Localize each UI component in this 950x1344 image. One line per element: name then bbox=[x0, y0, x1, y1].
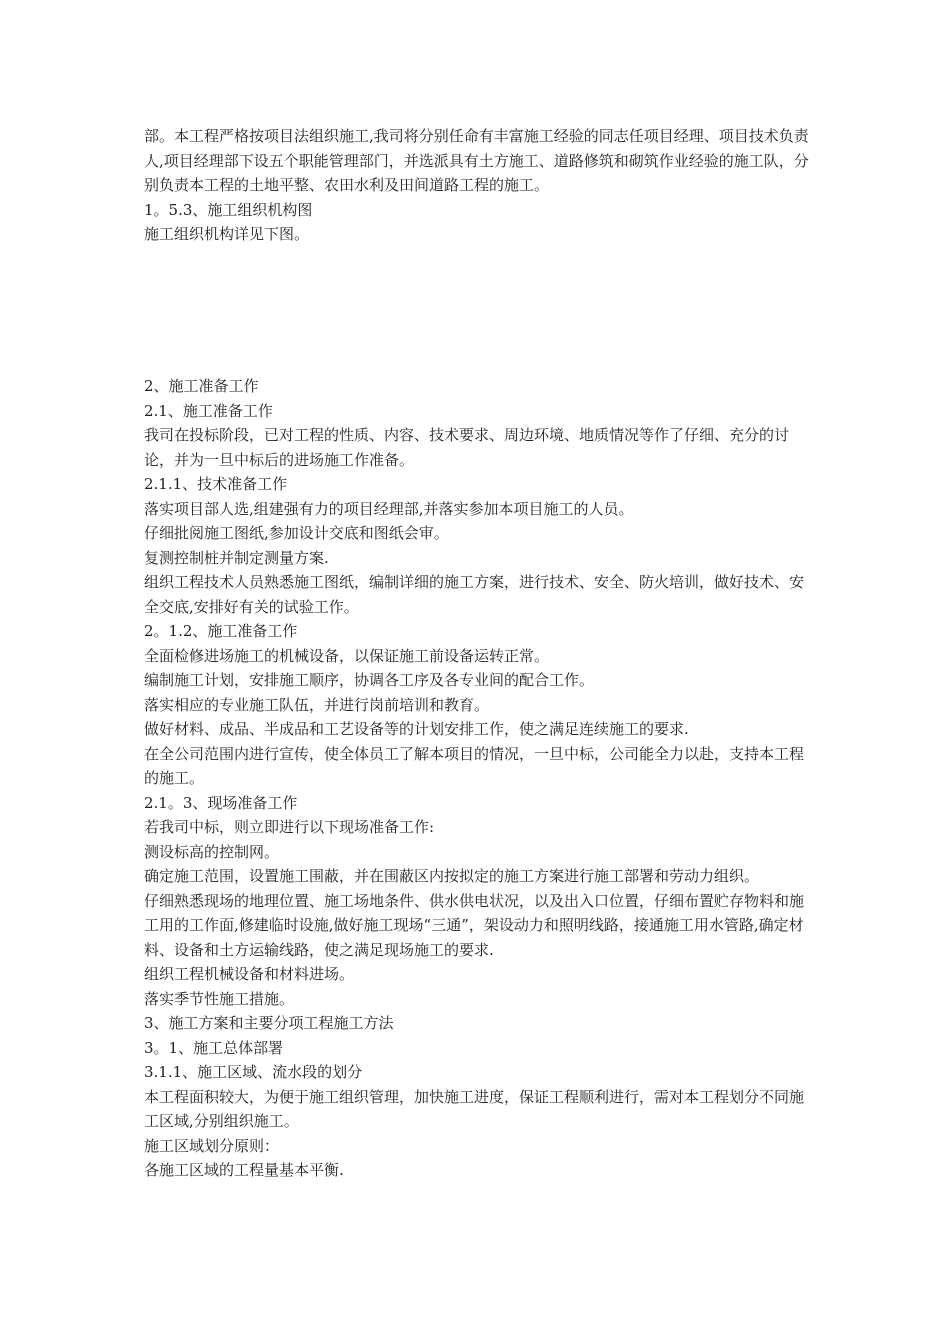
paragraph: 仔细批阅施工图纸,参加设计交底和图纸会审。 bbox=[144, 524, 449, 542]
section-heading: 2.1、施工准备工作 bbox=[144, 401, 273, 420]
paragraph: 编制施工计划，安排施工顺序，协调各工序及各专业间的配合工作。 bbox=[144, 671, 595, 689]
section-heading: 2.1.1、技术准备工作 bbox=[144, 475, 288, 493]
paragraph: 测设标高的控制网。 bbox=[144, 842, 280, 861]
paragraph: 施工区域划分原则： bbox=[144, 1136, 280, 1155]
paragraph: 落实项目部人选,组建强有力的项目经理部,并落实参加本项目施工的人员。 bbox=[144, 499, 634, 518]
paragraph: 落实相应的专业施工队伍，并进行岗前培训和教育。 bbox=[144, 695, 490, 714]
paragraph: 组织工程机械设备和材料进场。 bbox=[144, 965, 355, 983]
text-block-top bbox=[144, 124, 816, 247]
paragraph: 本工程面积较大，为便于施工组织管理，加快施工进度，保证工程顺利进行，需对本工程划分不同施工区域,分别组织施工。 bbox=[144, 1087, 805, 1130]
paragraph: 部。本工程严格按项目法组织施工,我司将分别任命有丰富施工经验的同志任项目经理、项目技术负责人,项目经理部下设五个职能管理部门，并选派具有土方施工、道路修筑和砌筑作业经验的施工队，分别负责本工程的土地平整、农田水利及田间道路工程的施工。 bbox=[144, 127, 809, 194]
paragraph: 落实季节性施工措施。 bbox=[144, 989, 295, 1008]
paragraph: 全面检修进场施工的机械设备，以保证施工前设备运转正常。 bbox=[144, 646, 550, 665]
section-heading: 1。5.3、施工组织机构图 bbox=[144, 200, 313, 219]
paragraph: 复测控制桩并制定测量方案. bbox=[144, 548, 329, 567]
section-heading: 2、施工准备工作 bbox=[144, 377, 259, 395]
paragraph: 组织工程技术人员熟悉施工图纸，编制详细的施工方案，进行技术、安全、防火培训，做好技术、安全交底,安排好有关的试验工作。 bbox=[144, 573, 805, 616]
paragraph: 做好材料、成品、半成品和工艺设备等的计划安排工作，使之满足连续施工的要求. bbox=[144, 720, 689, 738]
section-heading: 2.1。3、现场准备工作 bbox=[144, 793, 298, 812]
paragraph: 我司在投标阶段，已对工程的性质、内容、技术要求、周边环境、地质情况等作了仔细、充分的讨论，并为一旦中标后的进场施工作准备。 bbox=[144, 426, 790, 469]
paragraph: 确定施工范围，设置施工围蔽，并在围蔽区内按拟定的施工方案进行施工部署和劳动力组织。 bbox=[144, 867, 760, 885]
section-heading: 3.1.1、施工区域、流水段的划分 bbox=[144, 1063, 363, 1081]
paragraph: 在全公司范围内进行宣传，使全体员工了解本项目的情况，一旦中标，公司能全力以赴，支持本工程的施工。 bbox=[144, 744, 805, 787]
section-heading: 3。1、施工总体部署 bbox=[144, 1038, 284, 1057]
paragraph: 若我司中标，则立即进行以下现场准备工作: bbox=[144, 818, 435, 836]
section-heading: 3、施工方案和主要分项工程施工方法 bbox=[144, 1014, 394, 1032]
text-block-main bbox=[144, 374, 816, 1183]
section-heading: 2。1.2、施工准备工作 bbox=[144, 622, 298, 640]
paragraph: 施工组织机构详见下图。 bbox=[144, 225, 310, 243]
paragraph: 各施工区域的工程量基本平衡. bbox=[144, 1161, 344, 1179]
paragraph: 仔细熟悉现场的地理位置、施工场地条件、供水供电状况，以及出入口位置，仔细布置贮存物料和施工用的工作面,修建临时设施,做好施工现场“三通”，架设动力和照明线路，接通施工用水管路,确定材料、设备和土方运输线路，使之满足现场施工的要求. bbox=[144, 891, 805, 959]
